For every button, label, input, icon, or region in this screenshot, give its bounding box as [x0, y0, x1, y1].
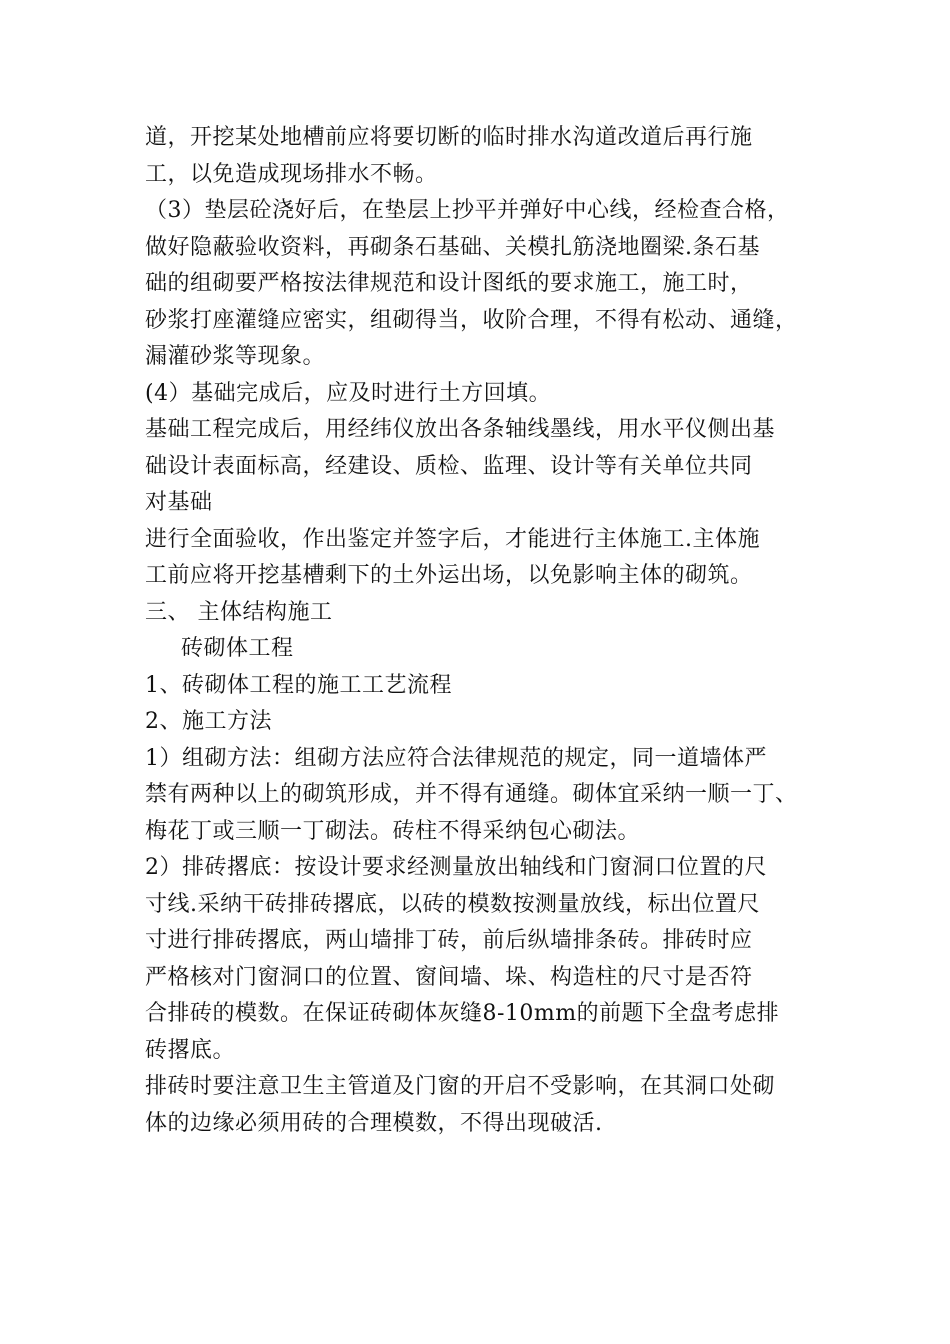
text-line: 1）组砌方法：组砌方法应符合法律规范的规定，同一道墙体严	[145, 745, 767, 771]
text-line: (4）基础完成后，应及时进行土方回填。	[145, 380, 552, 406]
text-line: 寸线.采纳干砖排砖撂底，以砖的模数按测量放线，标出位置尺	[145, 891, 760, 917]
text-line: 工前应将开挖基槽剩下的土外运出场，以免影响主体的砌筑。	[145, 563, 753, 588]
text-line: 进行全面验收，作出鉴定并签字后，才能进行主体施工.主体施	[145, 526, 760, 552]
text-line: 体的边缘必须用砖的合理模数，不得出现破活.	[145, 1110, 603, 1136]
section-heading: 三、 主体结构施工	[145, 599, 333, 625]
text-line: 严格核对门窗洞口的位置、窗间墙、垛、构造柱的尺寸是否符	[145, 964, 753, 990]
text-line: 1、砖砌体工程的施工工艺流程	[145, 672, 452, 698]
text-line: 2、施工方法	[145, 709, 272, 734]
text-line: 道，开挖某处地槽前应将要切断的临时排水沟道改道后再行施	[145, 125, 753, 150]
text-line: 砖撂底。	[145, 1037, 236, 1063]
text-line: 合排砖的模数。在保证砖砌体灰缝8-10mm的前题下全盘考虑排	[145, 1001, 780, 1026]
text-line: 础设计表面标高，经建设、质检、监理、设计等有关单位共同	[145, 453, 753, 479]
text-line: 禁有两种以上的砌筑形成，并不得有通缝。砌体宜采纳一顺一丁、	[145, 782, 798, 807]
text-line: （3）垫层砼浇好后，在垫层上抄平并弹好中心线，经检查合格，	[145, 198, 790, 223]
subsection-heading: 砖砌体工程	[181, 636, 294, 661]
text-line: 砂浆打座灌缝应密实，组砌得当，收阶合理，不得有松动、通缝，	[145, 307, 798, 333]
text-line: 对基础	[145, 490, 213, 515]
text-line: 排砖时要注意卫生主管道及门窗的开启不受影响，在其洞口处砌	[145, 1074, 776, 1099]
text-line: 工，以免造成现场排水不畅。	[145, 161, 438, 187]
text-line: 寸进行排砖撂底，两山墙排丁砖，前后纵墙排条砖。排砖时应	[145, 928, 753, 953]
text-line: 做好隐蔽验收资料，再砌条石基础、关模扎筋浇地圈梁.条石基	[145, 234, 760, 260]
text-line: 梅花丁或三顺一丁砌法。砖柱不得采纳包心砌法。	[145, 818, 641, 844]
text-line: 基础工程完成后，用经纬仪放出各条轴线墨线，用水平仪侧出基	[145, 417, 776, 442]
text-line: 础的组砌要严格按法律规范和设计图纸的要求施工，施工时，	[145, 271, 753, 296]
document-body	[145, 120, 825, 1142]
text-line: 漏灌砂浆等现象。	[145, 344, 326, 369]
text-line: 2）排砖撂底：按设计要求经测量放出轴线和门窗洞口位置的尺	[145, 855, 767, 880]
